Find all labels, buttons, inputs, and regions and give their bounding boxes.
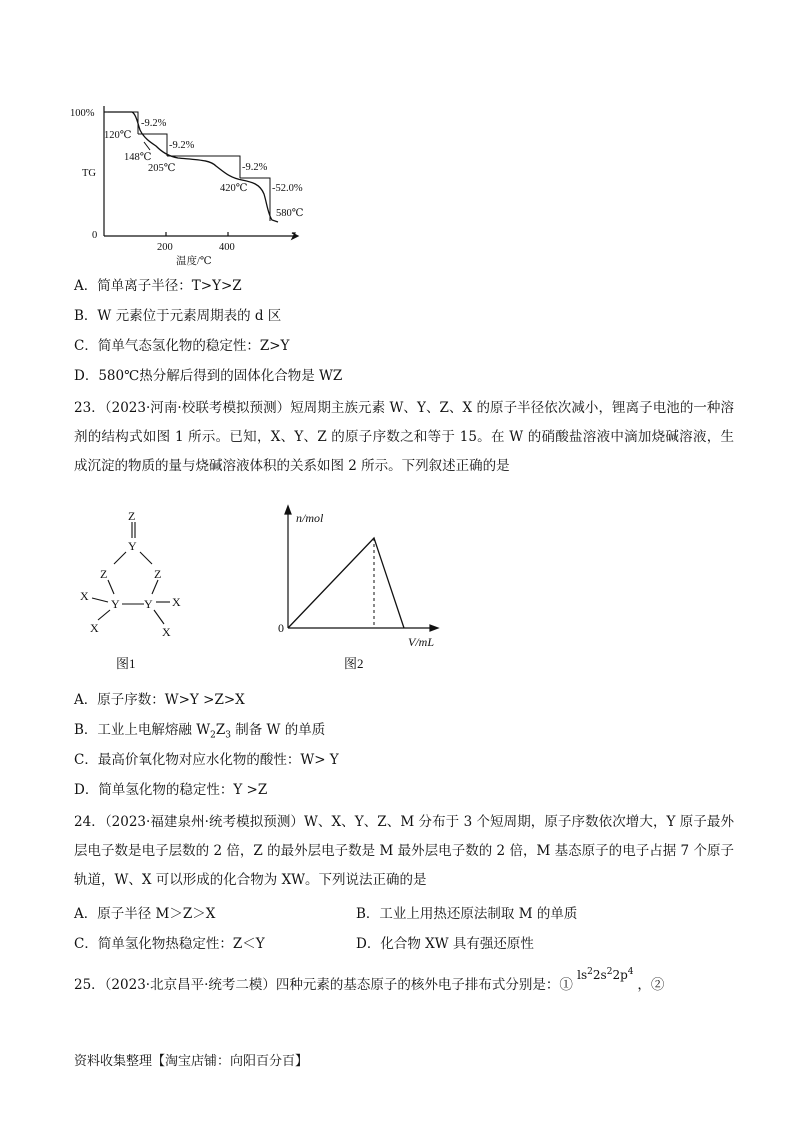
- tg-ann-2: -9.2%: [169, 140, 195, 151]
- fig1-atom-y-top: Y: [128, 539, 137, 553]
- tg-temp-120: 120℃: [104, 130, 132, 141]
- fig1-atom-z-left: Z: [100, 567, 108, 581]
- tg-temp-148: 148℃: [124, 152, 152, 163]
- tg-y-top: 100%: [70, 108, 95, 119]
- q23-stem: 23．（2023·河南·校联考模拟预测）短周期主族元素 W、Y、Z、X 的原子半径依次减小，锂离子电池的一种溶剂的结构式如图 1 所示。已知，X、Y、Z 的原子序数之和等于 15。在 W 的硝酸盐溶液中滴加烧碱溶液，生成沉淀的物质的量与烧碱溶液体积的关系如图 2 所示。下列叙述正确的是: [74, 400, 734, 474]
- tg-x-tick-400: 400: [219, 242, 235, 253]
- q24-stem: 24．（2023·福建泉州·统考模拟预测）W、X、Y、Z、M 分布于 3 个短周期，原子序数依次增大，Y 原子最外层电子数是电子层数的 2 倍，Z 的最外层电子数是 M 最外层电子数的 2 倍，M 基态原子的电子占据 7 个原子轨道，W、X 可以形成的化合物为 XW。下列说法正确的是: [74, 814, 734, 888]
- fig1-atom-y-left: Y: [111, 597, 120, 611]
- q22-option-c: C．简单气态氢化物的稳定性：Z>Y: [74, 338, 290, 354]
- fig2-curve: [288, 538, 404, 628]
- fig1-atom-x-3: X: [172, 595, 181, 609]
- fig1-atom-x-4: X: [162, 625, 171, 639]
- q23-option-a: A．原子序数：W>Y >Z>X: [74, 692, 245, 708]
- q24-option-c: C．简单氢化物热稳定性：Z＜Y: [74, 936, 265, 952]
- q23-fig1-structure: [70, 508, 200, 674]
- tg-y-mid: TG: [82, 168, 96, 179]
- q24-option-b: B．工业上用热还原法制取 M 的单质: [356, 906, 578, 922]
- fig2-caption: 图2: [344, 656, 364, 671]
- q22-option-a: A．简单离子半径：T>Y>Z: [74, 278, 242, 294]
- q24-option-d: D．化合物 XW 具有强还原性: [356, 936, 534, 952]
- q24-option-a: A．原子半径 M＞Z＞X: [74, 906, 216, 922]
- tg-x-tick-200: 200: [157, 242, 173, 253]
- fig1-atom-x-2: X: [90, 621, 99, 635]
- q23-option-b: B．工业上电解熔融 $W_2Z_3$ 制备 W 的单质: [74, 722, 326, 741]
- q22-option-b: B．W 元素位于元素周期表的 d 区: [74, 308, 282, 324]
- q23-option-c: C．最高价氧化物对应水化物的酸性：W> Y: [74, 752, 339, 768]
- fig1-atom-x-1: X: [80, 589, 89, 603]
- q25-electron-config: $ls^22s^22p^4$: [577, 967, 634, 982]
- tg-chart: [60, 96, 330, 266]
- fig2-ylabel: n/mol: [296, 511, 324, 525]
- tg-ann-1: -9.2%: [141, 118, 167, 129]
- tg-ann-3: -9.2%: [242, 162, 268, 173]
- tg-ann-4: -52.0%: [272, 183, 303, 194]
- page-footer: 资料收集整理【淘宝店铺：向阳百分百】: [74, 1054, 309, 1069]
- tg-x-label: 温度/℃: [176, 256, 212, 266]
- tg-temp-580: 580℃: [276, 208, 304, 219]
- fig2-xlabel: V/mL: [408, 635, 435, 649]
- fig2-origin: 0: [278, 621, 284, 635]
- q22-option-d: D．580℃热分解后得到的固体化合物是 WZ: [74, 368, 343, 384]
- fig1-atom-z-top: Z: [128, 509, 136, 523]
- fig1-atom-y-right: Y: [144, 597, 153, 611]
- tg-x-arrow: [292, 233, 298, 239]
- q23-fig2-graph: [270, 500, 460, 676]
- fig1-atom-z-right: Z: [154, 567, 162, 581]
- fig1-caption: 图1: [116, 656, 136, 671]
- tg-y-zero: 0: [92, 230, 98, 241]
- tg-temp-420: 420℃: [220, 183, 248, 194]
- q25-stem: 25．（2023·北京昌平·统考二模）四种元素的基态原子的核外电子排布式分别是：① $ls^22s^22p^4$ ，②: [74, 967, 665, 993]
- q23-option-d: D．简单氢化物的稳定性：Y >Z: [74, 782, 268, 798]
- tg-temp-205: 205℃: [148, 163, 176, 174]
